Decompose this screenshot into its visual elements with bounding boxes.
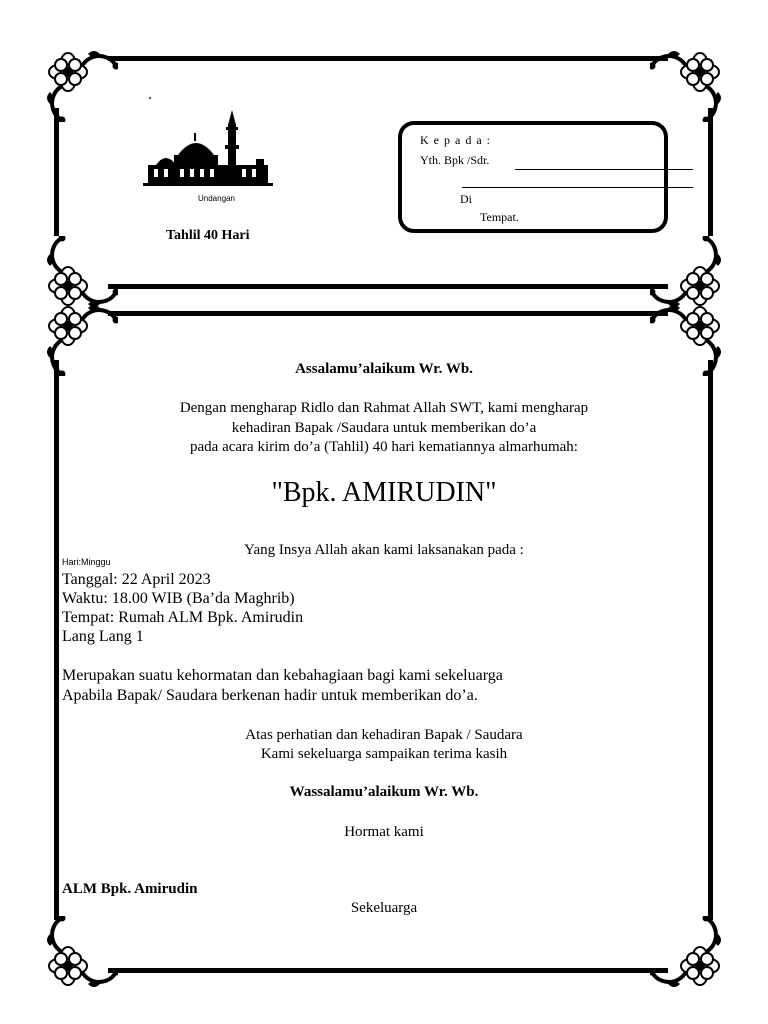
top-frame-right-border: [708, 108, 713, 236]
closing-line-2: Apabila Bapak/ Saudara berkenan hadir untuk memberikan do’a.: [62, 687, 478, 704]
signature-name: ALM Bpk. Amirudin: [62, 881, 198, 897]
deceased-name: "Bpk. AMIRUDIN": [271, 477, 497, 508]
family-signoff: Sekeluarga: [350, 900, 418, 916]
corner-ornament-icon: [38, 916, 118, 996]
top-frame-top-border: [108, 56, 668, 61]
di-label: Di: [460, 192, 472, 206]
stray-dot: .: [148, 86, 152, 103]
tanggal-line: Tanggal: 22 April 2023: [62, 571, 211, 588]
closing-line-1: Merupakan suatu kehormatan dan kebahagiaan bagi kami sekeluarga: [62, 667, 503, 684]
intro-line-1: Dengan mengharap Ridlo dan Rahmat Allah SWT, kami mengharap: [179, 400, 589, 416]
top-frame-left-border: [54, 108, 59, 236]
hormat-kami: Hormat kami: [344, 824, 424, 840]
recipient-line-2: [462, 187, 693, 188]
kepada-label: K e p a d a :: [420, 133, 491, 147]
recipient-line: [515, 169, 693, 170]
lokasi-line: Lang Lang 1: [62, 628, 144, 645]
corner-ornament-icon: [650, 916, 730, 996]
address-box: [398, 121, 668, 233]
waktu-line: Waktu: 18.00 WIB (Ba’da Maghrib): [62, 590, 295, 607]
event-title: Tahlil 40 Hari: [166, 228, 250, 243]
letter-frame-bottom-border: [108, 968, 668, 973]
thanks-line-1: Atas perhatian dan kehadiran Bapak / Saudara: [245, 727, 523, 743]
intro-line-2: kehadiran Bapak /Saudara untuk memberikan do’a: [231, 420, 537, 436]
farewell: Wassalamu’alaikum Wr. Wb.: [289, 784, 479, 800]
greeting: Assalamu’alaikum Wr. Wb.: [295, 361, 473, 377]
corner-ornament-icon: [38, 42, 118, 122]
letter-frame-left-border: [54, 360, 59, 920]
mosque-caption: Undangan: [198, 194, 235, 203]
mosque-icon: [138, 105, 278, 195]
letter-frame-right-border: [708, 360, 713, 920]
corner-ornament-icon: [650, 42, 730, 122]
tempat-label: Tempat.: [480, 210, 519, 224]
recipient-label: Yth. Bpk /Sdr.: [420, 153, 490, 167]
hari-line: Hari:Minggu: [62, 557, 111, 567]
top-frame-bottom-border: [108, 284, 668, 289]
schedule-intro: Yang Insya Allah akan kami laksanakan pada :: [244, 542, 524, 558]
thanks-line-2: Kami sekeluarga sampaikan terima kasih: [260, 746, 508, 762]
letter-frame-top-border: [108, 311, 668, 316]
intro-line-3: pada acara kirim do’a (Tahlil) 40 hari kematiannya almarhumah:: [190, 439, 578, 455]
tempat-line: Tempat: Rumah ALM Bpk. Amirudin: [62, 609, 304, 626]
